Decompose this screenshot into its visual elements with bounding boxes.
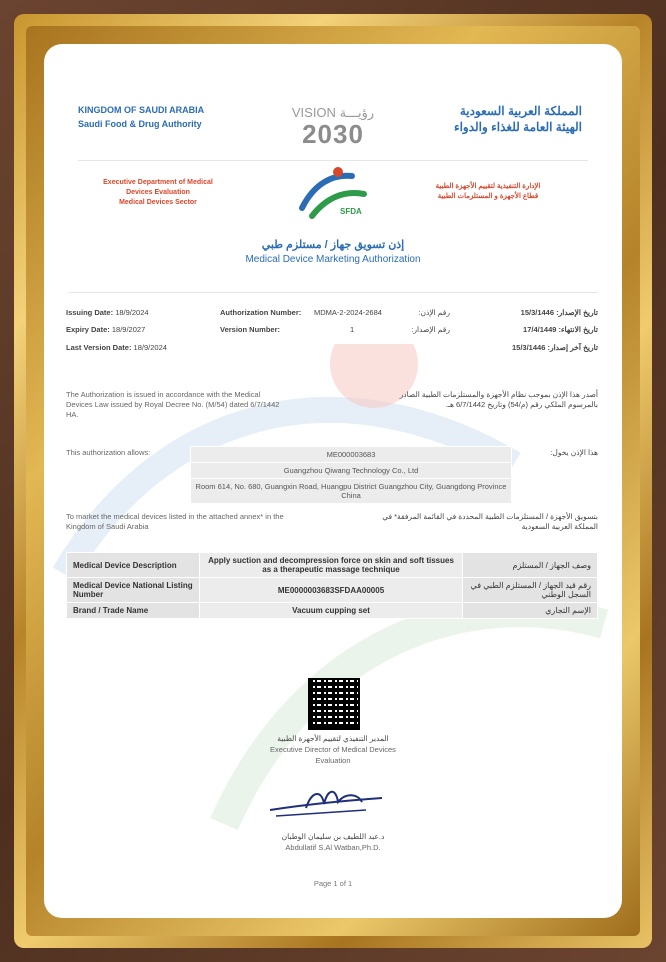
issuing-ar: تاريخ الإصدار: 15/3/1446 <box>520 308 598 317</box>
sfda-logo-text: SFDA <box>340 207 362 216</box>
law-en: The Authorization is issued in accordance with the Medical Devices Law issued by Royal Decree No. (M/54) dated 6/7/1442 HA. <box>66 390 280 419</box>
vision-year: 2030 <box>302 119 364 149</box>
vision-2030-logo <box>282 106 384 148</box>
law-ar: أصدر هذا الإذن بموجب نظام الأجهزة والمستلزمات الطبية الصادر بالمرسوم الملكي رقم (م/54) وتاريخ 6/7/1442 هـ. <box>399 390 598 409</box>
header-ar-line2: الهيئة العامة للغذاء والدواء <box>453 120 582 134</box>
last-version-date <box>66 343 167 353</box>
dept-en-2: Devices Evaluation <box>126 189 190 196</box>
auth-label: Authorization Number: <box>220 308 302 317</box>
dept-en-3: Medical Devices Sector <box>119 199 197 206</box>
header-en-line1: KINGDOM OF SAUDI ARABIA <box>78 105 205 115</box>
director-ar: المدير التنفيذي لتقييم الأجهزة الطبية <box>277 734 389 743</box>
listing-number-value: ME0000003683SFDAA00005 <box>200 578 463 603</box>
last-label: Last Version Date: <box>66 343 132 352</box>
table-row <box>67 578 598 603</box>
page-number: Page 1 of 1 <box>313 879 353 888</box>
dept-en-1: Executive Department of Medical <box>103 179 213 186</box>
version-value: 1 <box>350 325 355 334</box>
market-en: To market the medical devices listed in the attached annex* in the Kingdom of Saudi Arabia <box>66 512 284 531</box>
qr-code <box>308 678 360 730</box>
issuing-date <box>66 308 149 318</box>
last-ar: تاريخ آخر إصدار: 15/3/1446 <box>512 343 598 352</box>
issuing-value: 18/9/2024 <box>115 308 149 317</box>
device-desc-label: Medical Device Description <box>67 553 200 578</box>
title-en: Medical Device Marketing Authorization <box>245 254 421 265</box>
allows-en: This authorization allows: <box>66 448 151 457</box>
allows-ar: هذا الإذن يخول: <box>550 448 598 457</box>
dept-en <box>78 178 238 208</box>
table-row <box>67 603 598 619</box>
dept-ar <box>388 182 588 202</box>
expiry-label: Expiry Date: <box>66 325 110 334</box>
table-row <box>67 553 598 578</box>
holder-name: Guangzhou Qiwang Technology Co., Ltd <box>191 463 512 479</box>
header-ar-line1: المملكة العربية السعودية <box>459 104 582 118</box>
signer-ar: د.عبد اللطيف بن سليمان الوطبان <box>281 832 385 841</box>
issuing-label: Issuing Date: <box>66 308 114 317</box>
device-desc-ar: وصف الجهاز / المستلزم <box>463 553 598 578</box>
brand-label: Brand / Trade Name <box>67 603 200 619</box>
header-en-line2: Saudi Food & Drug Authority <box>78 119 202 129</box>
expiry-date <box>66 325 145 335</box>
expiry-value: 18/9/2027 <box>111 325 146 334</box>
version-label-ar: رقم الإصدار: <box>411 325 450 334</box>
holder-table <box>190 446 512 504</box>
signer-en: Abdullatif S.Al Watban,Ph.D. <box>285 843 381 852</box>
last-value: 18/9/2024 <box>133 343 167 352</box>
auth-label-ar: رقم الإذن: <box>418 308 450 317</box>
details-divider <box>68 292 598 293</box>
vision-ar: رؤيـــة <box>339 105 375 120</box>
director-en-1: Executive Director of Medical Devices <box>270 745 396 754</box>
device-desc-value: Apply suction and decompression force on skin and soft tissues as a therapeutic massage technique <box>200 553 463 578</box>
auth-value: MDMA-2-2024-2684 <box>314 308 382 317</box>
listing-number-label: Medical Device National Listing Number <box>67 578 200 603</box>
market-ar: بتسويق الأجهزة / المستلزمات الطبية المحددة في القائمة المرفقة* في المملكة العربية السعودية <box>382 512 598 531</box>
brand-ar: الإسم التجاري <box>463 603 598 619</box>
dept-ar-2: قطاع الأجهزة و المستلزمات الطبية <box>437 193 539 200</box>
header-divider <box>78 160 588 161</box>
director-en-2: Evaluation <box>315 756 351 765</box>
holder-address: Room 614, No. 680, Guangxin Road, Huangpu District Guangzhou City, Guangdong Province China <box>191 479 512 504</box>
dept-ar-1: الإدارة التنفيذية لتقييم الأجهزة الطبية <box>435 183 541 190</box>
signature <box>266 780 386 826</box>
brand-value: Vacuum cupping set <box>200 603 463 619</box>
expiry-ar: تاريخ الانتهاء: 17/4/1449 <box>523 325 598 334</box>
holder-id: ME000003683 <box>191 447 512 463</box>
device-table <box>66 552 598 619</box>
vision-word: VISION <box>291 105 336 120</box>
certificate-paper <box>44 44 622 918</box>
version-label: Version Number: <box>220 325 281 334</box>
sfda-logo <box>296 164 370 222</box>
title-ar: إذن تسويق جهاز / مستلزم طبي <box>261 239 405 251</box>
listing-number-ar: رقم قيد الجهاز / المستلزم الطبي في السجل الوطني <box>463 578 598 603</box>
